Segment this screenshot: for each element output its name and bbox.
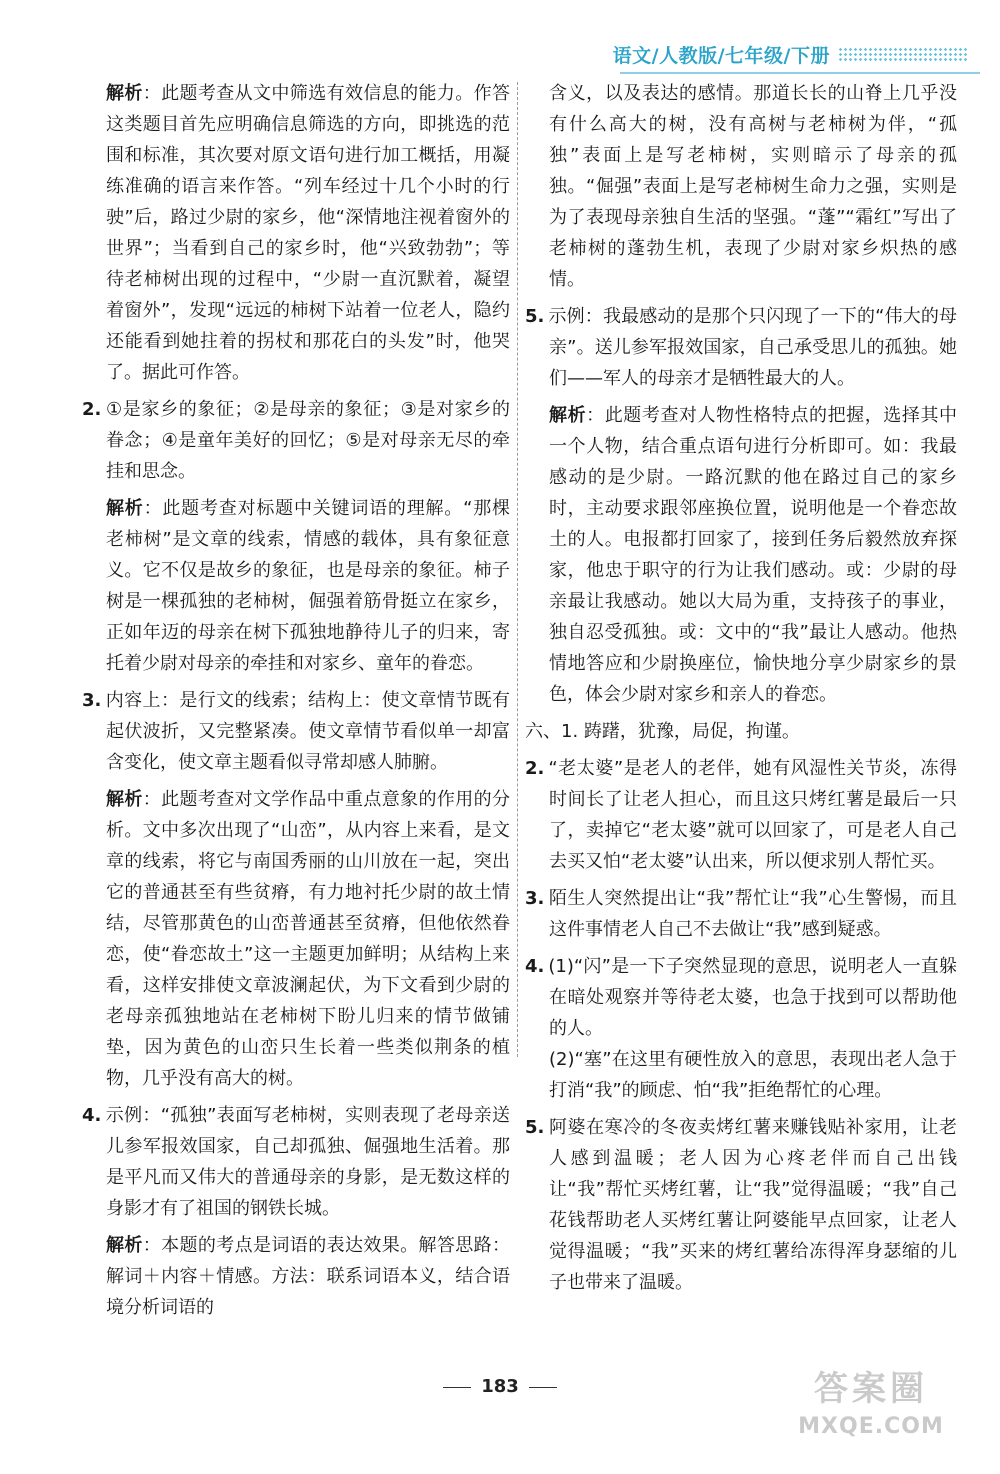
answer-text: ①是家乡的象征；②是母亲的象征；③是对家乡的眷念；④是童年美好的回忆；⑤是对母亲无尽的牵挂和思念。 xyxy=(105,399,510,482)
answer-text: “老太婆”是老人的老伴，她有风湿性关节炎，冻得时间长了让老人担心，而且这只烤红薯是最后一只了，卖掉它“老太婆”就可以回家了，可是老人自己去买又怕“老太婆”认出来，所以便求别人帮忙买。 xyxy=(548,758,957,872)
watermark-logo xyxy=(766,1364,976,1454)
watermark-text: 答案圈 xyxy=(814,1369,928,1409)
answer-5 xyxy=(525,301,957,394)
analysis-text: ：本题的考点是词语的表达效果。解答思路：解词＋内容＋情感。方法：联系词语本义，结合语境分析词语的 xyxy=(106,1235,511,1318)
analysis-label: 解析 xyxy=(106,83,143,104)
answer-3 xyxy=(82,685,510,778)
analysis-4-continued xyxy=(525,78,957,295)
answer-text: 阿婆在寒冷的冬夜卖烤红薯来赚钱贴补家用，让老人感到温暖；老人因为心疼老伴而自己出钱让“我”帮忙买烤红薯，让“我”觉得温暖；“我”自己花钱帮助老人买烤红薯让阿婆能早点回家，让老人觉得温暖；“我”买来的烤红薯给冻得浑身瑟缩的儿子也带来了温暖。 xyxy=(548,1117,957,1293)
section-6-answer-4 xyxy=(525,951,957,1106)
item-number: 2. xyxy=(525,758,545,779)
answer-text: (1)“闪”是一下子突然显现的意思，说明老人一直躲在暗处观察并等待老太婆，也急于找到可以帮助他的人。 xyxy=(548,956,957,1039)
analysis-5 xyxy=(525,400,957,710)
column-divider xyxy=(517,82,518,1057)
analysis-text: ：此题考查从文中筛选有效信息的能力。作答这类题目首先应明确信息筛选的方向，即挑选的范围和标准，其次要对原文语句进行加工概括，用凝练准确的语言来作答。“列车经过十几个小时的行驶”后，路过少尉的家乡，他“深情地注视着窗外的世界”；当看到自己的家乡时，他“兴致勃勃”；等待老柿树出现的过程中，“少尉一直沉默着，凝望着窗外”，发现“远远的柿树下站着一位老人，隐约还能看到她拄着的拐杖和那花白的头发”时，他哭了。据此可作答。 xyxy=(106,83,511,383)
watermark-url: MXQE.COM xyxy=(798,1414,944,1439)
section-6-answer-5 xyxy=(525,1112,957,1298)
item-number: 5. xyxy=(525,1117,545,1138)
page-number: 183 xyxy=(481,1376,519,1397)
item-number: 2. xyxy=(82,399,102,420)
header-rule xyxy=(620,72,980,74)
right-column xyxy=(525,78,957,1304)
footer-dash xyxy=(443,1387,471,1388)
item-number: 5. xyxy=(525,306,545,327)
footer-dash xyxy=(529,1387,557,1388)
section-6-answer-1: 六、1. 踌躇，犹豫，局促，拘谨。 xyxy=(525,721,800,742)
item-number: 3. xyxy=(82,690,102,711)
answer-4 xyxy=(82,1100,510,1224)
header-title: 语文/人教版/七年级/下册 xyxy=(612,44,830,67)
item-number: 3. xyxy=(525,888,545,909)
analysis-2 xyxy=(82,493,510,679)
analysis-text: ：此题考查对人物性格特点的把握，选择其中一个人物，结合重点语句进行分析即可。如：我最感动的是少尉。一路沉默的他在路过自己的家乡时，主动要求跟邻座换位置，说明他是一个眷恋故土的人。电报都打回家了，接到任务后毅然放弃探家，他忠于职守的行为让我们感动。或：少尉的母亲最让我感动。她以大局为重，支持孩子的事业，独自忍受孤独。或：文中的“我”最让人感动。他热情地答应和少尉换座位，愉快地分享少尉家乡的景色，体会少尉对家乡和亲人的眷恋。 xyxy=(549,405,958,705)
answer-text: 内容上：是行文的线索；结构上：使文章情节既有起伏波折，又完整紧凑。使文章情节看似单一却富含变化，使文章主题看似寻常却感人肺腑。 xyxy=(105,690,510,773)
section-6-answer-2 xyxy=(525,753,957,877)
analysis-4 xyxy=(82,1230,510,1323)
analysis-label: 解析 xyxy=(106,498,144,519)
analysis-label: 解析 xyxy=(549,405,587,426)
analysis-text: ：此题考查对标题中关键词语的理解。“那棵老柿树”是文章的线索，情感的载体，具有象征意义。它不仅是故乡的象征，也是母亲的象征。柿子树是一棵孤独的老柿树，倔强着筋骨挺立在家乡，正如年迈的母亲在树下孤独地静待儿子的归来，寄托着少尉对母亲的牵挂和对家乡、童年的眷恋。 xyxy=(106,498,511,674)
analysis-label: 解析 xyxy=(106,1235,143,1256)
left-column xyxy=(82,78,510,1329)
answer-text: 示例：我最感动的是那个只闪现了一下的“伟大的母亲”。送儿参军报效国家，自己承受思儿的孤独。她们——军人的母亲才是牺牲最大的人。 xyxy=(548,306,957,389)
analysis-1 xyxy=(82,78,510,388)
answer-subpart: (2)“塞”在这里有硬性放入的意思，表现出老人急于打消“我”的顾虑、怕“我”拒绝帮忙的心理。 xyxy=(549,1049,957,1101)
answer-text: 示例：“孤独”表面写老柿树，实则表现了老母亲送儿参军报效国家，自己却孤独、倔强地生活着。那是平凡而又伟大的普通母亲的身影，是无数这样的身影才有了祖国的钢铁长城。 xyxy=(105,1105,510,1219)
item-number: 4. xyxy=(82,1105,102,1126)
running-header xyxy=(613,40,968,68)
item-number: 4. xyxy=(525,956,545,977)
answer-text: 陌生人突然提出让“我”帮忙让“我”心生警惕，而且这件事情老人自己不去做让“我”感到疑惑。 xyxy=(548,888,957,940)
header-dot-pattern xyxy=(838,47,968,61)
answer-2 xyxy=(82,394,510,487)
section-6-answer-3 xyxy=(525,883,957,945)
analysis-3 xyxy=(82,784,510,1094)
analysis-text: 含义，以及表达的感情。那道长长的山脊上几乎没有什么高大的树，没有高树与老柿树为伴，“孤独”表面上是写老柿树，实则暗示了母亲的孤独。“倔强”表面上是写老柿树生命力之强，实则是为了表现母亲独自生活的坚强。“蓬”“霜红”写出了老柿树的蓬勃生机，表现了少尉对家乡炽热的感情。 xyxy=(549,83,957,290)
analysis-text: ：此题考查对文学作品中重点意象的作用的分析。文中多次出现了“山峦”，从内容上来看，是文章的线索，将它与南国秀丽的山川放在一起，突出它的普通甚至有些贫瘠，有力地衬托少尉的故土情结，尽管那黄色的山峦普通甚至贫瘠，但他依然眷恋，使“眷恋故土”这一主题更加鲜明；从结构上来看，这样安排使文章波澜起伏，为下文看到少尉的老母亲孤独地站在老柿树下盼儿归来的情节做铺垫，因为黄色的山峦只生长着一些类似荆条的植物，几乎没有高大的树。 xyxy=(106,789,511,1089)
analysis-label: 解析 xyxy=(106,789,143,810)
